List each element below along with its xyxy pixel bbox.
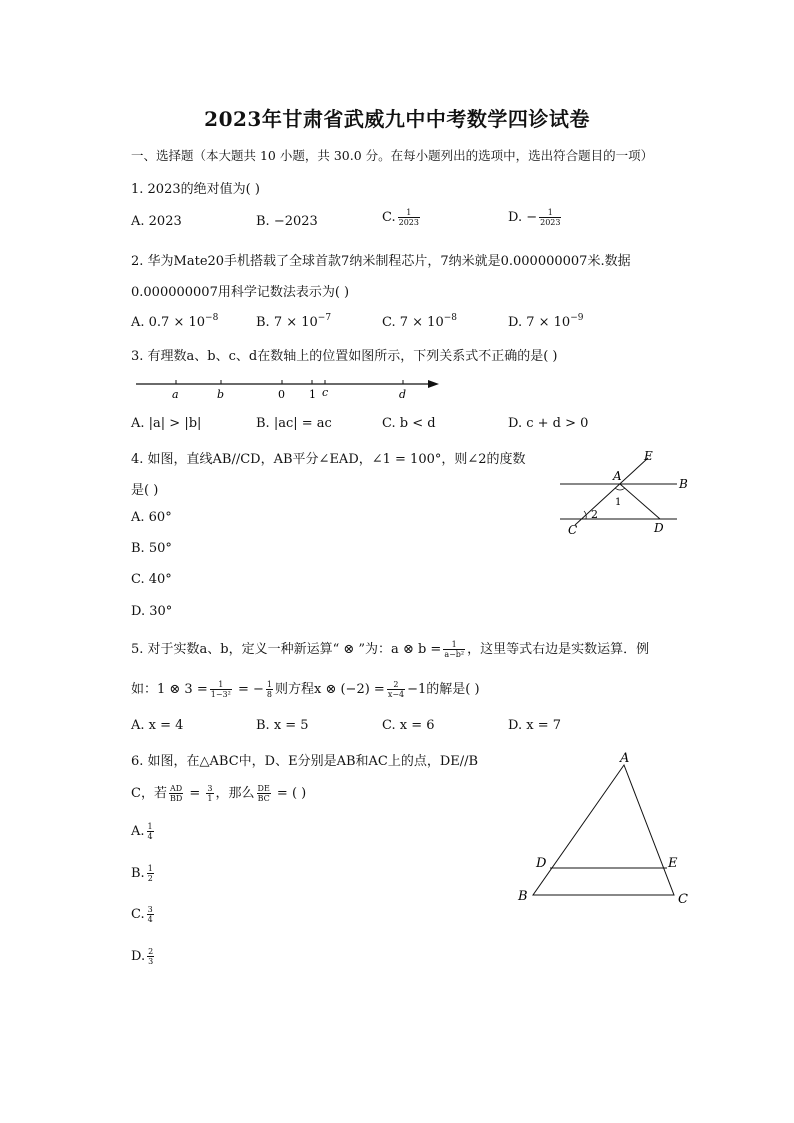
zero-label: 0 <box>278 388 285 401</box>
q3-stem: 3. 有理数a、b、c、d在数轴上的位置如图所示，下列关系式不正确的是( ) <box>131 349 558 364</box>
q3-option-b: B. |ac| = ac <box>256 416 332 431</box>
point-d-label: d <box>399 388 407 401</box>
angle-1-label: 1 <box>615 497 622 508</box>
q6-option-a: A. $\frac{1}{4}$ <box>131 822 153 841</box>
parallel-lines-figure <box>552 446 702 538</box>
q6-option-d: D. $\frac{2}{3}$ <box>131 947 154 966</box>
q3-option-d: D. c + d > 0 <box>508 416 589 431</box>
point-b-label: b <box>217 388 225 401</box>
q4-option-b: B. 50° <box>131 541 172 556</box>
label-E: E <box>668 856 678 871</box>
angle-2-label: 2 <box>591 508 598 521</box>
q2-option-b: B. $7 \times 10^{-7}$ <box>256 313 332 330</box>
q1-option-b: B. −2023 <box>256 214 318 229</box>
q1-option-c: C. $\frac{1}{2023}$ <box>382 208 419 227</box>
q1-option-a: A. 2023 <box>131 214 182 229</box>
one-label: 1 <box>309 388 316 401</box>
q5-option-d: D. x = 7 <box>508 718 561 733</box>
q3-option-c: C. b < d <box>382 416 436 431</box>
q4-option-a: A. 60° <box>131 510 172 525</box>
label-a: A <box>613 469 622 483</box>
q2-stem-line2: 0.000000007用科学记数法表示为( ) <box>131 285 350 300</box>
number-line-figure <box>130 372 450 404</box>
page-title: 2023年甘肃省武威九中中考数学四诊试卷 <box>204 107 590 131</box>
q4-stem-line1: 4. 如图，直线AB//CD，AB平分∠EAD，∠1 = 100°，则∠2的度数 <box>131 452 526 467</box>
q2-option-a: A. $0.7 \times 10^{-8}$ <box>131 313 219 330</box>
q5-option-c: C. x = 6 <box>382 718 435 733</box>
q4-stem-line2: 是( ) <box>131 483 159 498</box>
q5-option-a: A. x = 4 <box>131 718 184 733</box>
q4-option-c: C. 40° <box>131 572 172 587</box>
label-C: C <box>678 892 688 907</box>
q3-option-a: A. |a| > |b| <box>131 416 202 431</box>
q5-stem-line2: 如：1 ⊗ 3 = $\frac{1}{\text{1−3²}}$ = − $\frac{1}{8}$ 则方程x ⊗ (−2) = $\frac{2}{x-4}$ −1的解是( ) <box>131 680 480 699</box>
label-b: B <box>679 477 688 491</box>
q5-option-b: B. x = 5 <box>256 718 309 733</box>
q2-option-d: D. $7 \times 10^{-9}$ <box>508 313 584 330</box>
label-D: D <box>536 856 547 871</box>
q6-stem-line1: 6. 如图，在△ABC中，D、E分别是AB和AC上的点，DE//B <box>131 754 479 769</box>
label-d: D <box>654 521 664 535</box>
label-A: A <box>620 751 630 766</box>
point-c-label: c <box>322 386 329 399</box>
q2-stem-line1: 2. 华为Mate20手机搭载了全球首款7纳米制程芯片，7纳米就是0.000000007米.数据 <box>131 254 631 269</box>
point-a-label: a <box>172 388 179 401</box>
q6-stem-line2: C，若 $\frac{AD}{BD}$ = $\frac{3}{1}$ ，那么 $\frac{DE}{BC}$ = ( ) <box>131 784 307 803</box>
q1-option-d: D. − $\frac{1}{2023}$ <box>508 208 561 227</box>
q4-option-d: D. 30° <box>131 604 173 619</box>
q2-option-c: C. $7 \times 10^{-8}$ <box>382 313 457 330</box>
q6-option-b: B. $\frac{1}{2}$ <box>131 864 153 883</box>
q1-stem: 1. 2023的绝对值为( ) <box>131 182 260 197</box>
label-c: C <box>568 523 578 537</box>
label-e: E <box>644 449 653 463</box>
triangle-figure <box>510 746 700 910</box>
q5-stem-line1: 5. 对于实数a、b，定义一种新运算“ ⊗ ”为：a ⊗ b = $\frac{1}{\text{a−b²}}$ ，这里等式右边是实数运算．例 <box>131 640 650 659</box>
label-B: B <box>518 889 528 904</box>
section-heading: 一、选择题（本大题共 10 小题，共 30.0 分。在每小题列出的选项中，选出符合题目的一项） <box>131 148 654 163</box>
q6-option-c: C. $\frac{3}{4}$ <box>131 905 153 924</box>
